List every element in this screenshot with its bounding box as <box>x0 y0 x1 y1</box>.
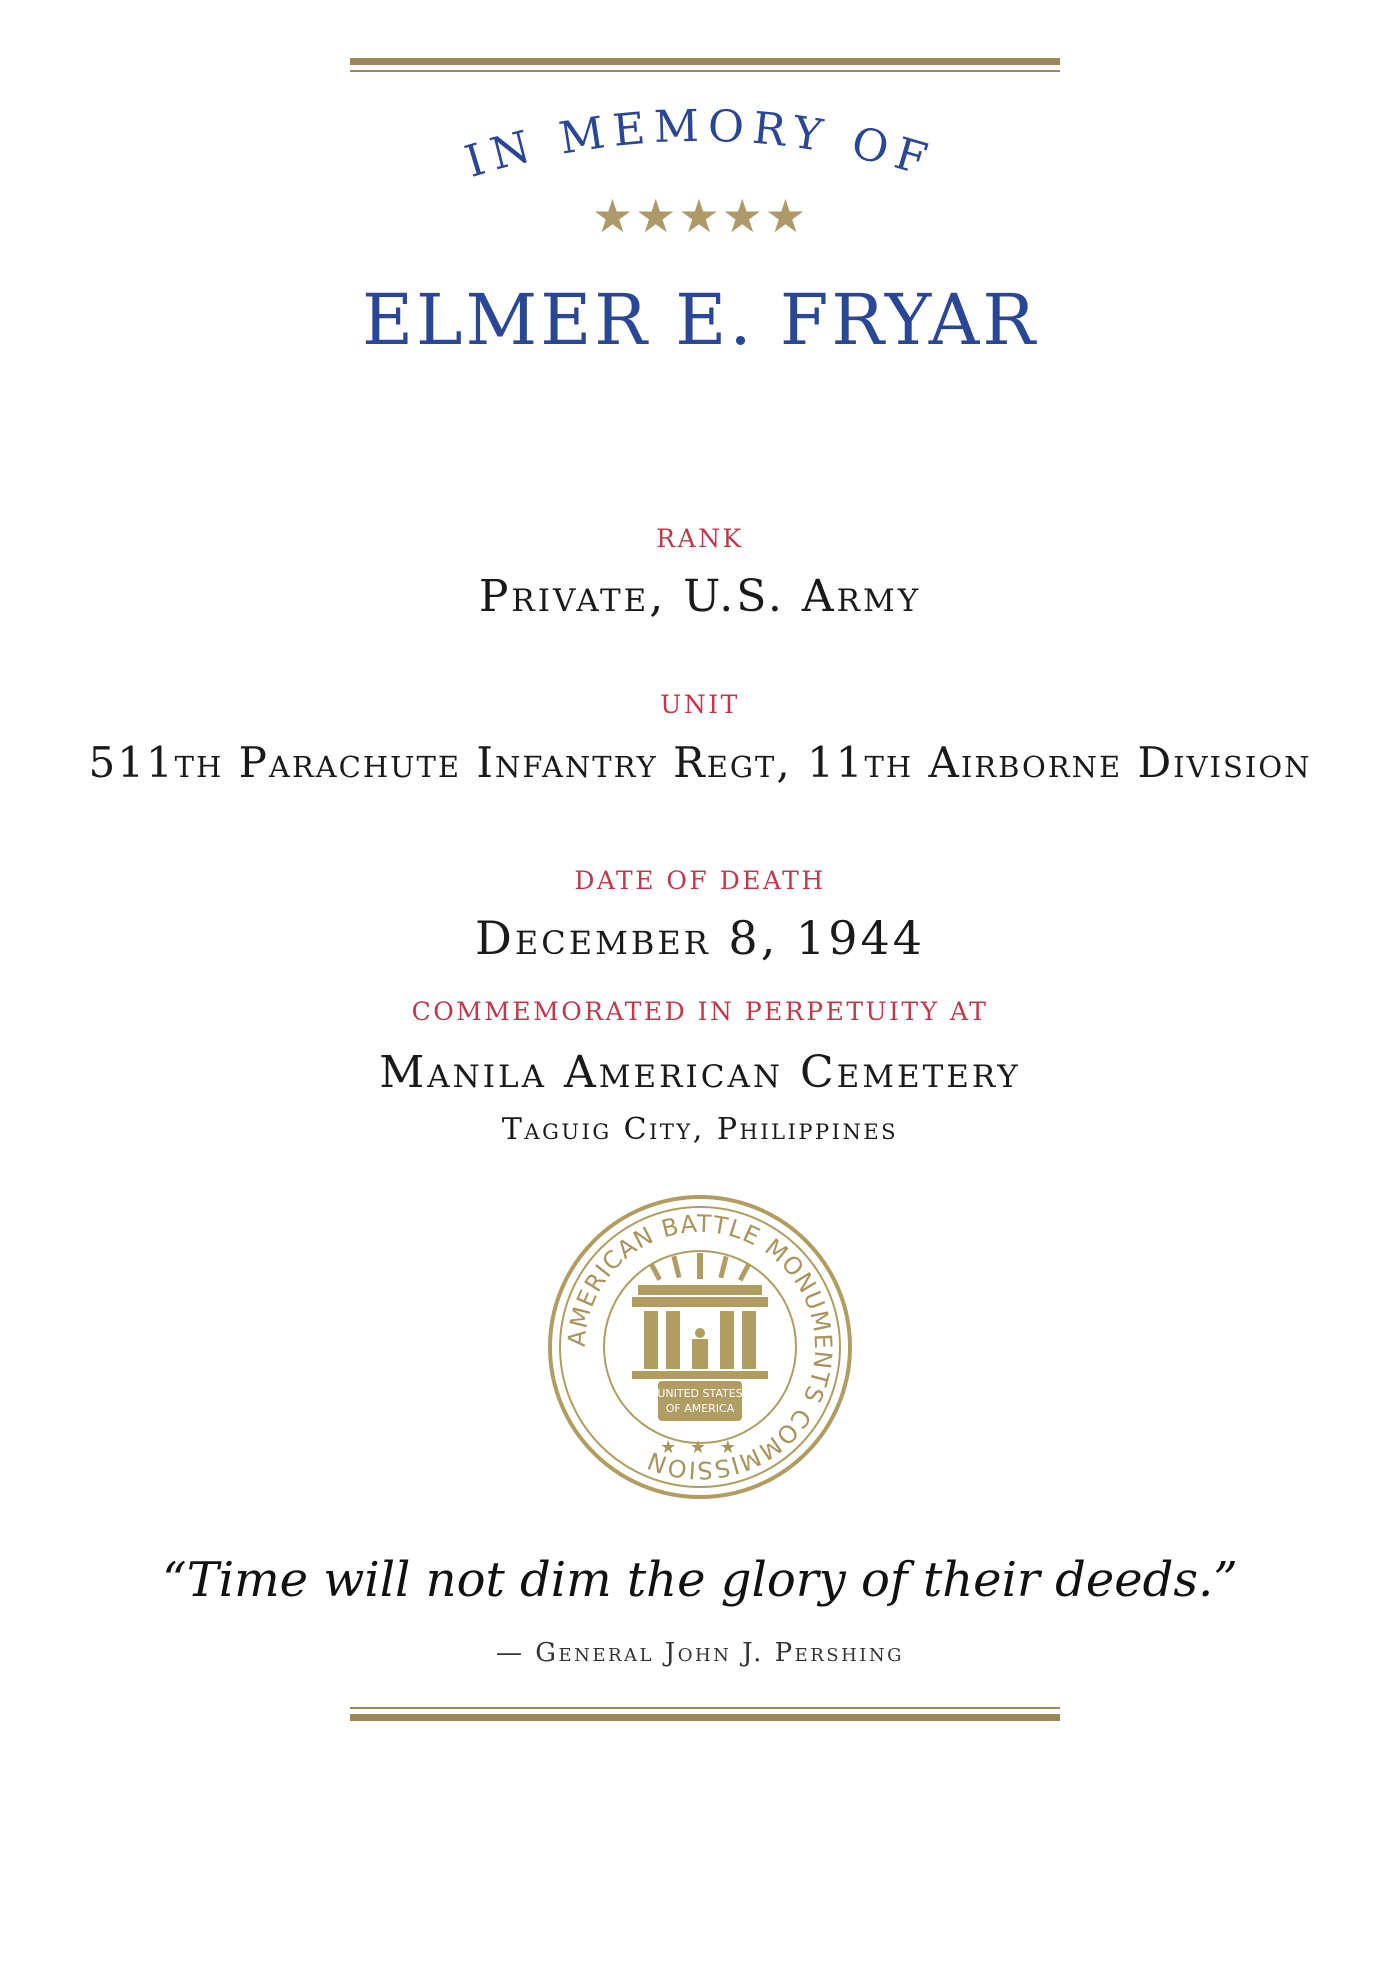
cemetery-name: Manila American Cemetery <box>379 1047 1021 1098</box>
heading-stars: ★★★★★ <box>591 189 809 243</box>
quote-attribution: — General John J. Pershing <box>495 1638 905 1668</box>
honoree-name: ELMER E. FRYAR <box>361 279 1039 361</box>
unit-value: 511th Parachute Infantry Regt, 11th Airborne Division <box>88 738 1312 787</box>
pershing-quote: “Time will not dim the glory of their deeds.” <box>162 1552 1238 1608</box>
top-rule-thin <box>350 70 1060 72</box>
unit-label: UNIT <box>660 690 740 719</box>
bottom-rule-thin <box>350 1707 1060 1709</box>
commemorated-label: COMMEMORATED IN PERPETUITY AT <box>411 997 989 1026</box>
bottom-rule-thick <box>350 1714 1060 1721</box>
abmc-seal-logo <box>546 1193 854 1501</box>
rank-value: Private, U.S. Army <box>478 571 922 622</box>
svg-text:IN MEMORY OF <box>459 101 940 188</box>
seal-ring-text: AMERICAN BATTLE MONUMENTS COMMISSION <box>562 1209 838 1485</box>
seal-stars: ★ ★ ★ <box>660 1437 740 1458</box>
date-of-death-value: December 8, 1944 <box>474 911 926 965</box>
rank-label: RANK <box>656 524 744 553</box>
in-memory-of-text: IN MEMORY OF <box>459 100 941 188</box>
seal-monument <box>632 1285 768 1421</box>
seal-inner-text-2: OF AMERICA <box>665 1402 735 1415</box>
top-rule-thick <box>350 58 1060 65</box>
cemetery-location: Taguig City, Philippines <box>501 1112 899 1147</box>
date-of-death-label: DATE OF DEATH <box>574 866 826 895</box>
seal-inner-text-1: UNITED STATES <box>657 1387 743 1400</box>
in-memory-of-heading <box>400 100 1000 190</box>
